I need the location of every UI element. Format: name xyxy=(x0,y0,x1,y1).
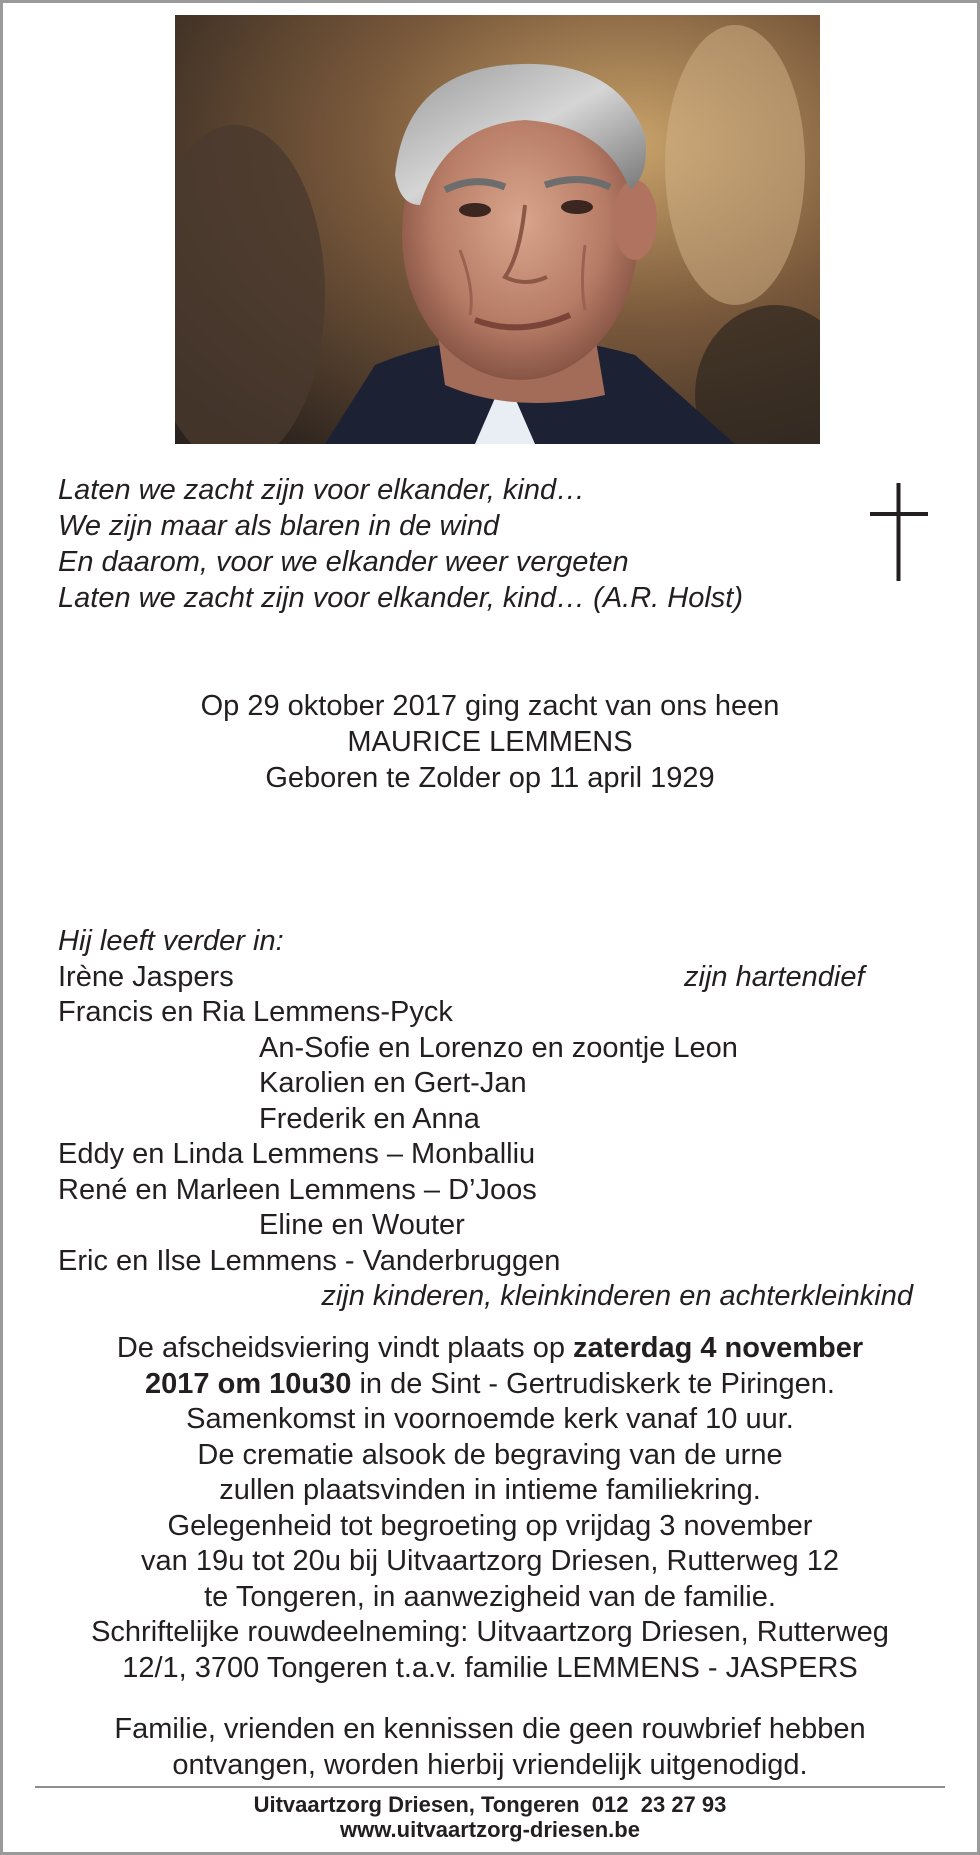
ceremony-line: zullen plaatsvinden in intieme familiekring. xyxy=(219,1474,761,1506)
partner-row xyxy=(0,960,980,996)
portrait-illustration xyxy=(175,15,820,444)
family-intro-row xyxy=(0,924,980,960)
family-member: Karolien en Gert-Jan xyxy=(259,1067,527,1099)
birth-info: Geboren te Zolder op 11 april 1929 xyxy=(265,762,715,794)
family-member: Eric en Ilse Lemmens - Vanderbruggen xyxy=(58,1244,561,1277)
funeral-home-website[interactable]: www.uitvaartzorg-driesen.be xyxy=(340,1817,640,1842)
poem-line: En daarom, voor we elkander weer vergeten xyxy=(58,546,629,578)
ceremony-line: 2017 om 10u30 in de Sint - Gertrudiskerk te Piringen. xyxy=(145,1367,835,1400)
family-closing: zijn kinderen, kleinkinderen en achterkleinkind xyxy=(321,1280,913,1312)
poem-line: We zijn maar als blaren in de wind xyxy=(58,510,500,542)
ceremony-line: De afscheidsviering vindt plaats op zaterdag 4 november xyxy=(116,1332,864,1364)
ceremony-info xyxy=(0,1331,980,1686)
funeral-home-footer xyxy=(0,1792,980,1842)
ceremony-line: 12/1, 3700 Tongeren t.a.v. familie LEMMENS - JASPERS xyxy=(122,1651,858,1684)
family-member: An-Sofie en Lorenzo en zoontje Leon xyxy=(259,1031,738,1064)
ceremony-line: Gelegenheid tot begroeting op vrijdag 3 november xyxy=(167,1509,813,1542)
poem-line: Laten we zacht zijn voor elkander, kind… (A.R. Holst) xyxy=(58,582,744,614)
partner-name: Irène Jaspers xyxy=(58,960,234,993)
ceremony-date: zaterdag 4 november xyxy=(573,1332,864,1364)
family-member: Eddy en Linda Lemmens – Monballiu xyxy=(58,1138,536,1170)
family-list xyxy=(0,924,980,1315)
portrait-photo xyxy=(175,15,820,444)
footer-divider xyxy=(35,1786,945,1788)
invitation-note xyxy=(0,1711,980,1783)
ceremony-time: 2017 om 10u30 xyxy=(145,1367,352,1400)
invitation-line: ontvangen, worden hierbij vriendelijk uitgenodigd. xyxy=(172,1749,808,1781)
invitation-line: Familie, vrienden en kennissen die geen rouwbrief hebben xyxy=(114,1713,866,1745)
family-member: René en Marleen Lemmens – D’Joos xyxy=(58,1173,537,1206)
family-member: Frederik en Anna xyxy=(259,1102,480,1135)
ceremony-line: Schriftelijke rouwdeelneming: Uitvaartzorg Driesen, Rutterweg xyxy=(91,1616,889,1648)
partner-role: zijn hartendief xyxy=(684,960,865,993)
ceremony-line: van 19u tot 20u bij Uitvaartzorg Driesen, Rutterweg 12 xyxy=(141,1545,839,1577)
family-closing-row xyxy=(0,1279,980,1315)
poem xyxy=(58,472,743,616)
family-intro: Hij leeft verder in: xyxy=(58,925,284,957)
cross-icon xyxy=(870,483,928,581)
ceremony-line: De crematie alsook de begraving van de urne xyxy=(197,1438,783,1471)
funeral-home-contact: Uitvaartzorg Driesen, Tongeren 012 23 27 93 xyxy=(253,1792,727,1817)
family-member: Eline en Wouter xyxy=(259,1209,465,1241)
deceased-name: MAURICE LEMMENS xyxy=(347,726,633,758)
poem-line: Laten we zacht zijn voor elkander, kind… xyxy=(58,474,586,506)
death-announcement xyxy=(0,688,980,796)
ceremony-line: Samenkomst in voornoemde kerk vanaf 10 uur. xyxy=(186,1403,794,1435)
family-member: Francis en Ria Lemmens-Pyck xyxy=(58,996,453,1028)
ceremony-line: te Tongeren, in aanwezigheid van de familie. xyxy=(204,1580,776,1613)
announcement-date: Op 29 oktober 2017 ging zacht van ons heen xyxy=(200,690,780,722)
